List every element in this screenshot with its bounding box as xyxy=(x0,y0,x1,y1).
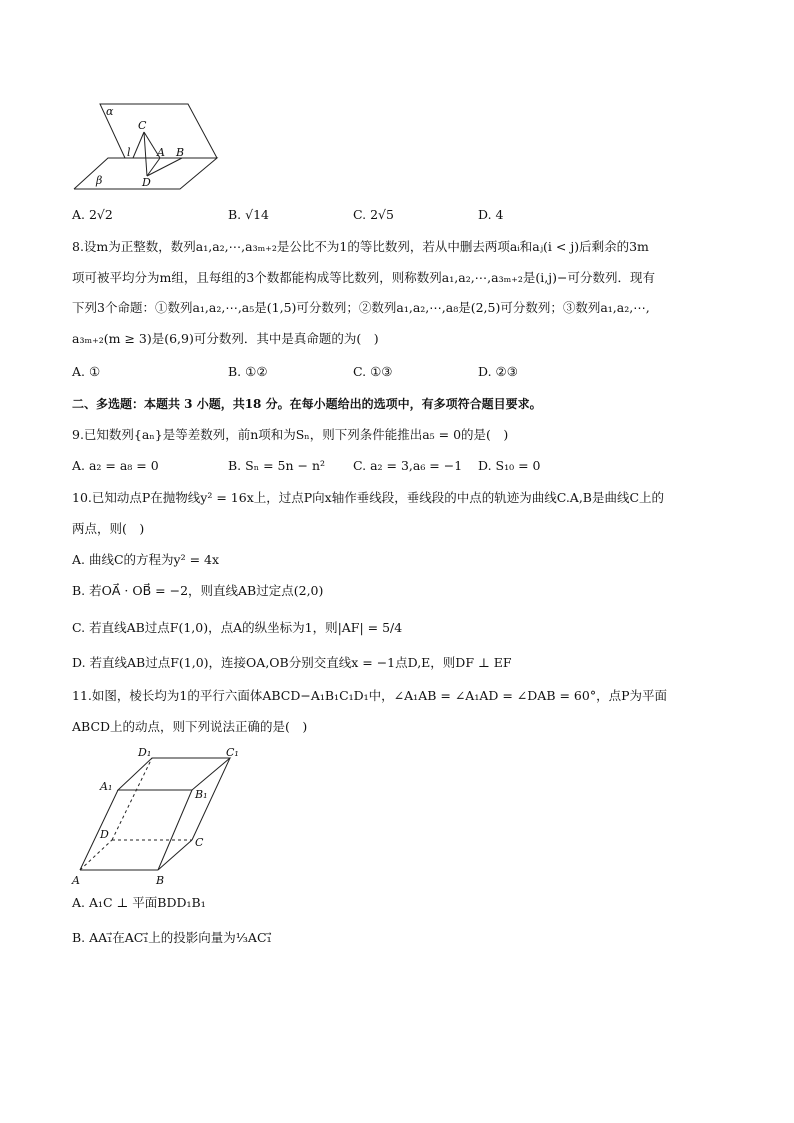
q8-line-1: 8.设m为正整数，数列a₁,a₂,⋯,a₃ₘ₊₂是公比不为1的等比数列，若从中删去两项aᵢ和aⱼ(i < j)后剩余的3m xyxy=(72,239,649,254)
edge-aa1 xyxy=(80,790,118,870)
segment-cd xyxy=(144,132,147,176)
q8-option-c[interactable]: C. ①③ xyxy=(353,364,393,379)
q8-line-4: a₃ₘ₊₂(m ≥ 3)是(6,9)可分数列．其中是真命题的为( ) xyxy=(72,331,379,346)
label-beta: β xyxy=(96,174,103,187)
q10-option-a[interactable]: A. 曲线C的方程为y² = 4x xyxy=(72,552,220,567)
label-d: D xyxy=(100,828,109,841)
q8-option-a[interactable]: A. ① xyxy=(72,364,101,379)
label-c1: C₁ xyxy=(226,746,239,759)
q10-line-1: 10.已知动点P在抛物线y² = 16x上，过点P向x轴作垂线段，垂线段的中点的轨迹为曲线C.A,B是曲线C上的 xyxy=(72,490,665,505)
figure-planes xyxy=(60,96,230,196)
q10-option-b[interactable]: B. 若OA⃗ · OB⃗ = −2，则直线AB过定点(2,0) xyxy=(72,583,324,598)
q10-option-c[interactable]: C. 若直线AB过点F(1,0)，点A的纵坐标为1，则|AF| = 5/4 xyxy=(72,620,403,635)
label-alpha: α xyxy=(106,105,114,118)
label-c: C xyxy=(195,836,204,849)
label-a1: A₁ xyxy=(100,780,113,793)
q11-option-a[interactable]: A. A₁C ⊥ 平面BDD₁B₁ xyxy=(72,895,206,910)
label-b: B xyxy=(156,874,165,887)
q7-option-b[interactable]: B. √14 xyxy=(228,207,270,222)
q9-option-d[interactable]: D. S₁₀ = 0 xyxy=(478,458,541,473)
segment-db xyxy=(147,158,182,176)
q8-option-d[interactable]: D. ②③ xyxy=(478,364,518,379)
figure-parallelepiped xyxy=(66,740,256,890)
q9-stem: 9.已知数列{aₙ}是等差数列，前n项和为Sₙ，则下列条件能推出a₅ = 0的是( ) xyxy=(72,427,509,442)
q7-option-c[interactable]: C. 2√5 xyxy=(353,207,394,222)
label-l: l xyxy=(127,146,131,159)
edge-dd1-hidden xyxy=(112,758,152,840)
label-a: A xyxy=(157,146,165,159)
label-c: C xyxy=(138,119,147,132)
q7-option-a[interactable]: A. 2√2 xyxy=(72,207,113,222)
q9-option-b[interactable]: B. Sₙ = 5n − n² xyxy=(228,458,326,473)
q11-line-2: ABCD上的动点，则下列说法正确的是( ) xyxy=(72,719,308,734)
q10-line-2: 两点，则( ) xyxy=(72,521,145,536)
edge-bc xyxy=(158,840,192,870)
edge-ad-hidden xyxy=(80,840,112,870)
label-b: B xyxy=(176,146,185,159)
q8-line-3: 下列3个命题：①数列a₁,a₂,⋯,a₅是(1,5)可分数列；②数列a₁,a₂,⋯,a₈是(2,5)可分数列；③数列a₁,a₂,⋯, xyxy=(72,300,650,315)
label-a: A xyxy=(72,874,80,887)
q7-option-d[interactable]: D. 4 xyxy=(478,207,504,222)
q9-option-a[interactable]: A. a₂ = a₈ = 0 xyxy=(72,458,159,473)
label-d: D xyxy=(142,176,151,189)
q11-option-b[interactable]: B. AA₁⃗在AC₁⃗上的投影向量为⅓AC₁⃗ xyxy=(72,930,272,945)
label-d1: D₁ xyxy=(138,746,152,759)
q9-option-c[interactable]: C. a₂ = 3,a₆ = −1 xyxy=(353,458,463,473)
segment-da xyxy=(147,158,160,176)
q8-line-2: 项可被平均分为m组，且每组的3个数都能构成等比数列，则称数列a₁,a₂,⋯,a₃ₘ₊₂是(i,j)−可分数列．现有 xyxy=(72,270,655,285)
q10-option-d[interactable]: D. 若直线AB过点F(1,0)，连接OA,OB分别交直线x = −1点D,E，则DF ⊥ EF xyxy=(72,655,512,670)
q8-option-b[interactable]: B. ①② xyxy=(228,364,268,379)
label-b1: B₁ xyxy=(195,788,208,801)
face-top xyxy=(118,758,230,790)
q11-line-1: 11.如图，棱长均为1的平行六面体ABCD−A₁B₁C₁D₁中，∠A₁AB = ∠A₁AD = ∠DAB = 60°，点P为平面 xyxy=(72,688,668,703)
section-2-title: 二、多选题：本题共 3 小题，共18 分。在每小题给出的选项中，有多项符合题目要求。 xyxy=(72,397,542,411)
segment-cl xyxy=(133,132,144,158)
edge-bb1 xyxy=(158,790,192,870)
